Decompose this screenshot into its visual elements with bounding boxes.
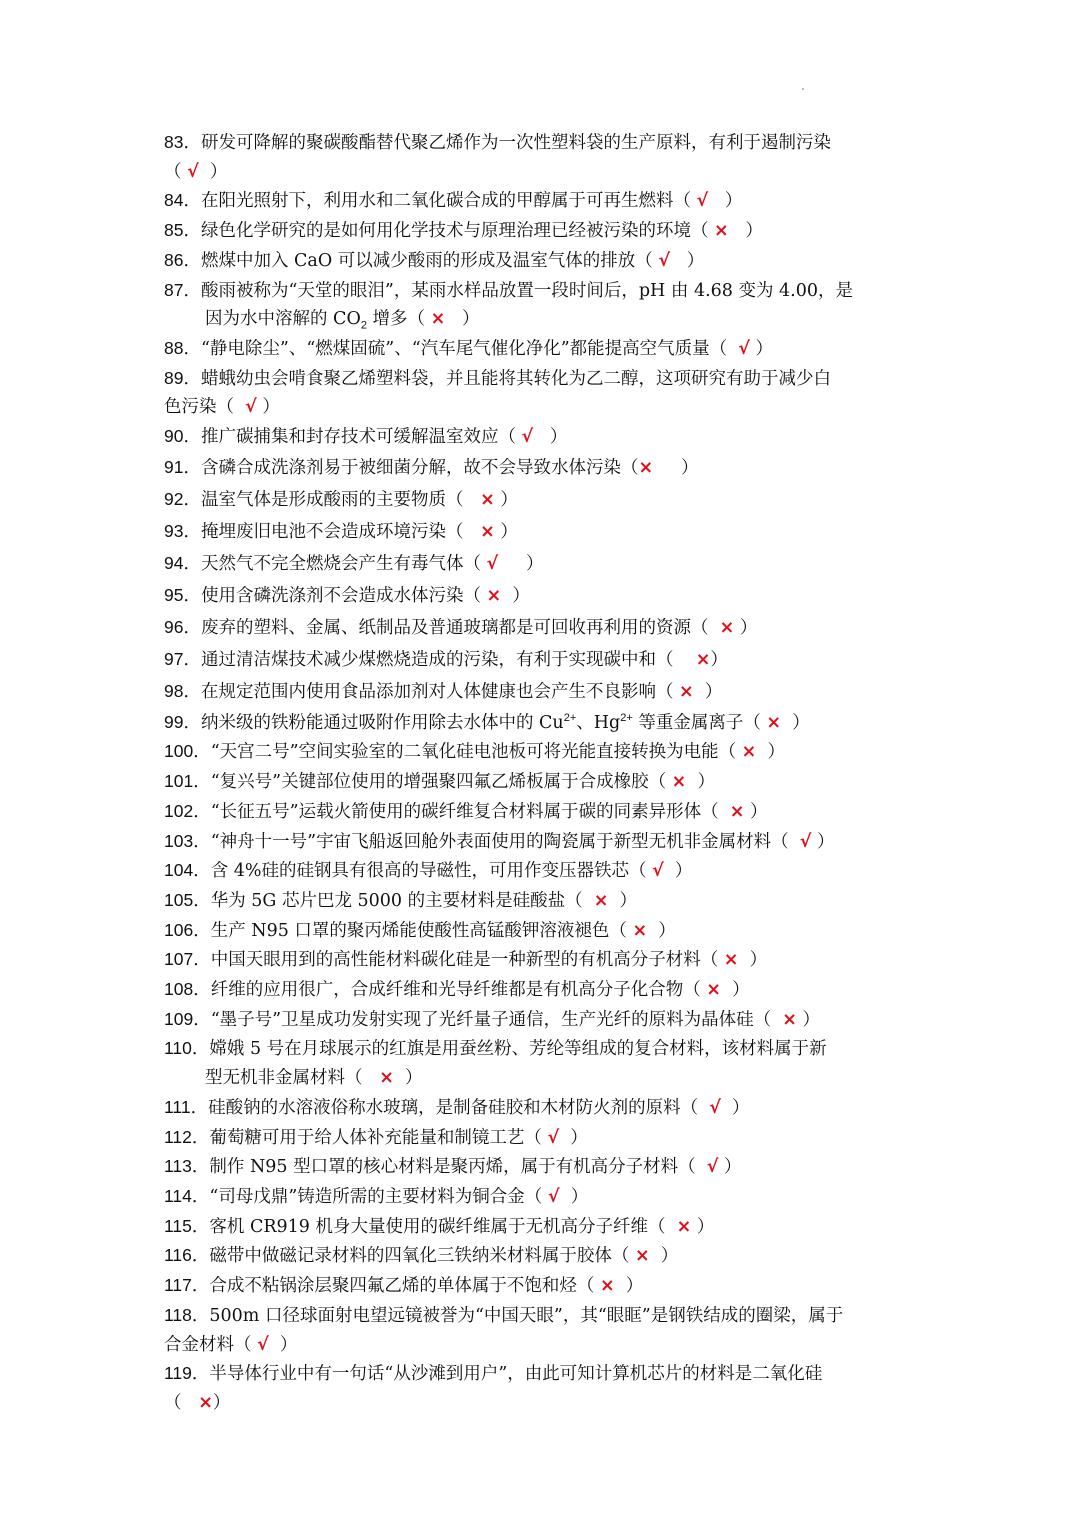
question-text: ） [212,1392,231,1413]
question-text: ） [720,980,750,1001]
question-text: 使用含磷洗涤剂不会造成水体污染（ [200,585,487,606]
question-text: ） [749,338,774,359]
answer-mark: × [379,1068,394,1089]
question-text: ） [796,1009,820,1030]
question-number: 105． [164,889,211,910]
question-item [164,1123,924,1153]
question-text: “墨子号”卫星成功发射实现了光纤量子通信，生产光纤的原料为晶体硅（ [210,1009,783,1030]
question-item [164,737,924,767]
question-item [164,1005,924,1035]
question-number: 109． [164,1008,211,1029]
question-text: 硅酸钠的水溶液俗称水玻璃，是制备硅胶和木材防火剂的原料（ [208,1097,710,1118]
question-item [164,886,924,916]
answer-mark: × [198,1392,213,1413]
question-item [164,856,924,886]
question-text: ） [614,1276,644,1297]
question-item [164,1182,924,1212]
answer-mark: × [782,1009,797,1030]
question-text: ） [198,161,228,182]
question-text: “神舟十一号”宇宙飞船返回舱外表面使用的陶瓷属于新型无机非金属材料（ [210,831,800,852]
answer-mark: √ [738,338,750,359]
question-number: 103． [164,830,211,851]
answer-mark: √ [799,831,812,852]
question-text: “司母戊鼎”铸造所需的主要材料为铜合金（ [209,1186,548,1207]
question-text: ） [501,585,530,606]
question-text: （ [164,1392,199,1413]
question-text: 蜡蛾幼虫会啃食聚乙烯塑料袋，并且能将其转化为乙二醇，这项研究有助于减少白 [200,368,831,389]
question-text: ） [663,861,693,882]
question-text: ） [693,681,723,702]
answer-mark: √ [521,427,534,448]
question-text: 绿色化学研究的是如何用化学技术与原理治理已经被污染的环境（ [200,221,715,242]
question-text: ） [718,1157,742,1178]
question-text: ） [691,1216,715,1237]
question-item [164,276,924,334]
question-text: “静电除尘”、“燃煤固硫”、“汽车尾气催化净化”都能提高空气质量（ [200,338,739,359]
question-text: ） [710,649,728,670]
question-text: ） [494,521,518,542]
question-text: ） [738,950,768,971]
question-text: ） [559,1127,588,1148]
answer-mark: × [593,890,609,911]
answer-mark: √ [706,1157,719,1178]
question-item [164,1359,924,1417]
question-text: ） [708,191,743,212]
question-text: 含磷合成洗涤剂易于被细菌分解，故不会导致水体污染（ [200,457,639,478]
answer-mark: × [430,309,446,330]
question-number: 106． [164,919,211,940]
question-item [164,1212,924,1242]
question-item [164,612,924,644]
question-text: 因为水中溶解的 CO [205,309,361,330]
question-number: 86． [164,249,201,270]
question-text: ） [811,831,835,852]
question-text: “长征五号”运载火箭使用的碳纤维复合材料属于碳的同素异形体（ [210,801,730,822]
superscript: 2+ [620,711,633,724]
question-number: 96． [164,616,201,637]
answer-mark: √ [486,553,499,574]
question-text: 推广碳捕集和封存技术可缓解温室效应（ [200,427,522,448]
question-item [164,548,924,580]
question-text: 研发可降解的聚碳酸酯替代聚乙烯作为一次性塑料袋的生产原料，有利于遏制污染 [200,133,831,153]
question-number: 113． [164,1156,210,1177]
question-item [164,1241,924,1271]
question-item [164,676,924,708]
question-text: ） [756,742,785,763]
question-number: 90． [164,426,201,447]
question-item [164,516,924,548]
question-text: “天宫二号”空间实验室的二氧化硅电池板可将光能直接转换为电能（ [210,742,742,763]
question-text: ） [744,801,768,822]
question-text: 葡萄糖可用于给人体补充能量和制镜工艺（ [209,1127,548,1148]
question-text: 客机 CR919 机身大量使用的碳纤维属于无机高分子纤维（ [209,1216,677,1237]
question-text: 合成不粘锅涂层聚四氟乙烯的单体属于不饱和烃（ [209,1276,600,1297]
answer-mark: × [706,980,721,1001]
subscript: 2 [360,319,367,332]
question-text: 半导体行业中有一句话“从沙滩到用户”，由此可知计算机芯片的材料是二氧化硅 [209,1364,823,1385]
answer-mark: × [480,489,495,510]
question-number: 88． [164,337,201,358]
answer-mark: × [599,1276,615,1297]
question-number: 112． [164,1126,210,1147]
question-item [164,364,924,422]
question-number: 111． [164,1096,209,1117]
question-text: 纳米级的铁粉能通过吸附作用除去水体中的 Cu [200,712,564,733]
question-number: 114． [164,1185,210,1206]
superscript: 2+ [563,711,577,724]
question-text: ） [498,553,544,574]
question-text: ） [670,250,705,271]
question-number: 83． [164,132,201,152]
question-number: 117． [164,1275,210,1296]
question-text: ） [734,617,758,638]
question-item [164,1034,924,1092]
question-item [164,1152,924,1182]
question-number: 100． [164,741,211,762]
question-text: 、Hg [576,712,621,733]
question-item [164,644,924,676]
question-text: 嫦娥 5 号在月球展示的红旗是用蚕丝粉、芳纶等组成的复合材料，该材料属于新 [209,1039,827,1060]
answer-mark: × [719,617,735,638]
question-text: ） [728,221,763,242]
answer-mark: √ [652,861,664,882]
question-item [164,1093,924,1123]
question-number: 92． [164,488,201,509]
question-text: （ [164,161,188,182]
question-text: 制作 N95 型口罩的核心材料是聚丙烯，属于有机高分子材料（ [209,1157,707,1178]
answer-mark: × [729,801,745,822]
answer-mark: × [714,221,729,242]
question-text: 废弃的塑料、金属、纸制品及普通玻璃都是可回收再利用的资源（ [200,617,720,638]
question-text: ） [781,712,810,733]
question-text: 合金材料（ [164,1334,258,1355]
question-item [164,484,924,516]
question-text: ） [720,1097,750,1118]
question-number: 87． [164,279,201,300]
answer-mark: × [741,742,757,763]
question-number: 115． [164,1215,210,1236]
question-text: “复兴号”关键部位使用的增强聚四氟乙烯板属于合成橡胶（ [210,772,672,793]
question-number: 118． [164,1304,210,1325]
question-number: 102． [164,800,211,821]
question-text: ） [445,309,480,330]
question-text: 型无机非金属材料（ [205,1068,380,1089]
question-item [164,916,924,946]
question-number: 108． [164,979,211,1000]
question-text: 增多（ [366,309,431,330]
question-text: ） [649,1246,679,1267]
question-item [164,580,924,612]
question-text: 含 4%硅的硅钢具有很高的导磁性，可用作变压器铁芯（ [210,861,653,882]
question-list [164,128,924,1418]
answer-mark: × [486,585,502,606]
answer-mark: × [676,1216,692,1237]
question-item [164,767,924,797]
question-number: 119． [164,1363,210,1384]
question-item [164,186,924,216]
question-text: 温室气体是形成酸雨的主要物质（ [200,489,481,510]
answer-mark: × [723,950,739,971]
question-item [164,334,924,364]
question-item [164,1301,924,1359]
question-number: 107． [164,949,211,970]
question-number: 101． [164,771,211,792]
question-number: 94． [164,552,201,573]
answer-mark: × [671,772,687,793]
question-item [164,246,924,276]
question-text: 华为 5G 芯片巴龙 5000 的主要材料是硅酸盐（ [210,890,594,911]
question-number: 99． [164,711,201,732]
question-item [164,797,924,827]
answer-mark: √ [709,1097,721,1118]
question-text: 500m 口径球面射电望远镜被誉为“中国天眼”，其“眼眶”是钢铁结成的圈梁，属于 [209,1305,844,1326]
question-item [164,1271,924,1301]
question-item [164,422,924,452]
question-text: 在阳光照射下，利用水和二氧化碳合成的甲醇属于可再生燃料（ [200,191,697,212]
answer-mark: × [638,457,654,478]
question-item [164,827,924,857]
question-number: 104． [164,860,211,881]
question-text: ） [608,890,638,911]
answer-mark: √ [257,1334,269,1355]
answer-mark: √ [547,1186,560,1207]
question-text: 在规定范围内使用食品添加剂对人体健康也会产生不良影响（ [200,681,680,702]
question-text: ） [647,920,676,941]
question-number: 97． [164,648,201,669]
question-item [164,452,924,484]
question-text: 天然气不完全燃烧会产生有毒气体（ [200,553,487,574]
question-number: 85． [164,220,201,241]
question-text: 中国天眼用到的高性能材料碳化硅是一种新型的有机高分子材料（ [210,950,724,971]
question-text: ） [686,772,715,793]
question-number: 89． [164,367,201,388]
question-number: 98． [164,680,201,701]
answer-mark: √ [696,191,709,212]
question-text: 通过清洁煤技术减少煤燃烧造成的污染，有利于实现碳中和（ [200,649,696,670]
answer-mark: × [679,681,694,702]
corner-dot [802,88,804,90]
question-number: 84． [164,190,201,211]
question-item [164,708,924,738]
question-text: 等重金属离子（ [632,712,767,733]
answer-mark: √ [547,1127,560,1148]
question-number: 95． [164,584,201,605]
answer-mark: × [695,649,711,670]
question-text: 色污染（ [164,397,246,418]
question-text: ） [268,1334,298,1355]
question-text: ） [559,1186,589,1207]
question-item [164,945,924,975]
question-number: 116． [164,1245,210,1266]
question-text: 纤维的应用很广，合成纤维和光导纤维都是有机高分子化合物（ [210,980,707,1001]
answer-mark: × [480,521,495,542]
question-item [164,128,924,186]
answer-mark: × [766,712,782,733]
question-number: 91． [164,456,201,477]
question-number: 93． [164,520,201,541]
answer-mark: √ [187,161,199,182]
answer-mark: × [632,920,648,941]
question-text: 酸雨被称为“天堂的眼泪”，某雨水样品放置一段时间后，pH 由 4.68 变为 4.00，是 [200,280,854,301]
question-text: 掩埋废旧电池不会造成环境污染（ [200,521,481,542]
question-text: ） [494,489,518,510]
answer-mark: √ [245,397,257,418]
question-item [164,216,924,246]
question-text: ） [256,397,280,418]
question-text: ） [393,1068,423,1089]
question-text: 磁带中做磁记录材料的四氧化三铁纳米材料属于胶体（ [209,1246,635,1267]
question-text: 燃煤中加入 CaO 可以减少酸雨的形成及温室气体的排放（ [200,250,659,271]
question-text: ） [533,427,568,448]
answer-mark: √ [658,250,671,271]
question-number: 110． [164,1038,210,1059]
question-text: 生产 N95 口罩的聚丙烯能使酸性高锰酸钾溶液褪色（ [210,920,633,941]
question-text: ） [653,457,699,478]
answer-mark: × [634,1246,650,1267]
question-item [164,975,924,1005]
